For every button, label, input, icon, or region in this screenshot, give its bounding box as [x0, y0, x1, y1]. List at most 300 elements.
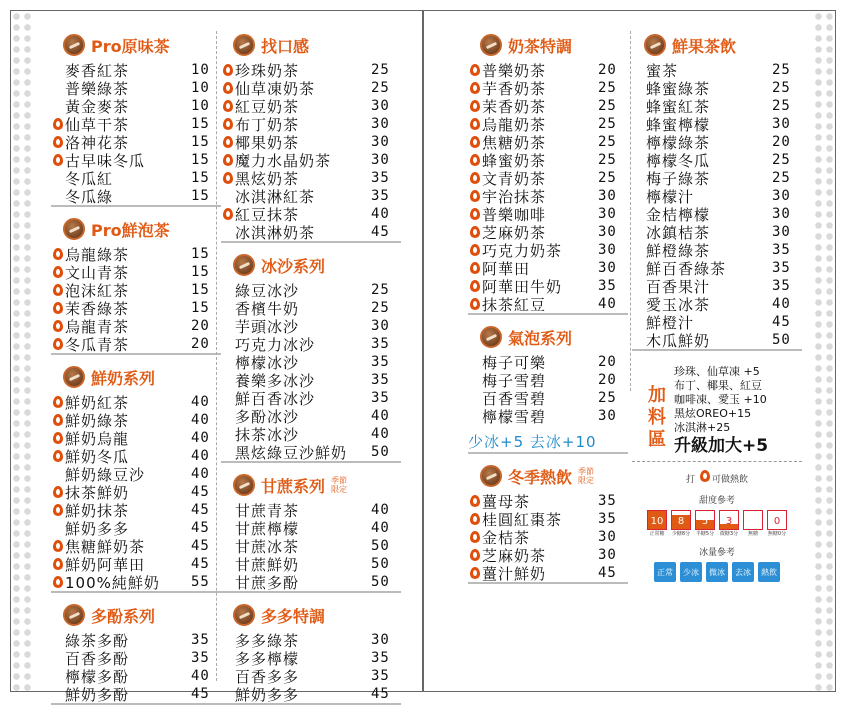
section-header: [51, 213, 221, 245]
item-name: 珍珠奶茶: [235, 61, 300, 80]
menu-item: [632, 169, 802, 187]
item-name: 宇治抹茶: [482, 187, 547, 206]
menu-section: [221, 249, 401, 463]
section-header: [221, 29, 401, 61]
item-name: 抹茶冰沙: [235, 425, 300, 444]
item-price: 50: [371, 556, 390, 572]
menu-item: [221, 537, 401, 555]
item-name: 金桔茶: [482, 528, 531, 547]
hot-drop-icon: [221, 82, 235, 94]
item-name: 洛神花茶: [65, 133, 130, 152]
item-price: 30: [598, 224, 617, 240]
section-header: [221, 599, 401, 631]
item-name: 芝麻奶茶: [482, 223, 547, 242]
item-price: 25: [598, 152, 617, 168]
item-price: 15: [191, 246, 210, 262]
ice-level: 微冰: [706, 562, 728, 582]
dot-pattern-left: [11, 11, 33, 691]
menu-item: [468, 510, 628, 528]
menu-item: [221, 133, 401, 151]
hot-legend: [632, 470, 802, 485]
hot-drop-icon: [468, 118, 482, 130]
menu-section: [51, 361, 221, 593]
item-price: 15: [191, 170, 210, 186]
item-price: 25: [371, 300, 390, 316]
item-price: 40: [371, 520, 390, 536]
item-price: 20: [191, 318, 210, 334]
menu-section: [221, 599, 401, 705]
hot-drop-icon: [51, 558, 65, 570]
item-name: 梅子可樂: [482, 353, 547, 372]
menu-item: [51, 519, 221, 537]
item-price: 40: [191, 448, 210, 464]
menu-section: [51, 29, 221, 207]
item-price: 25: [598, 170, 617, 186]
item-name: 檸檬綠茶: [646, 133, 711, 152]
menu-item: [468, 371, 628, 389]
addon-line: 珍珠、仙草凍 +5: [674, 365, 760, 378]
item-name: 桂圓紅棗茶: [482, 510, 563, 529]
menu-item: [51, 335, 221, 353]
section-title: 鮮果茶飲: [672, 36, 737, 56]
hot-drop-icon: [51, 396, 65, 408]
item-price: 15: [191, 116, 210, 132]
item-name: 烏龍奶茶: [482, 115, 547, 134]
item-price: 45: [371, 686, 390, 702]
menu-item: [221, 317, 401, 335]
item-name: 冬瓜青茶: [65, 335, 130, 354]
hot-drop-icon: [51, 504, 65, 516]
item-name: 香檳牛奶: [235, 299, 300, 318]
item-price: 35: [371, 372, 390, 388]
hot-drop-icon: [51, 302, 65, 314]
hot-drop-icon: [51, 540, 65, 552]
sweetness-number: 3: [725, 516, 733, 527]
addon-line: 咖啡凍、愛玉 +10: [674, 393, 767, 406]
item-name: 百香果汁: [646, 277, 711, 296]
addon-list: [674, 365, 769, 456]
menu-item: [221, 425, 401, 443]
item-name: 阿華田: [482, 259, 531, 278]
item-name: 多酚冰沙: [235, 407, 300, 426]
sweetness-number: 0: [773, 516, 781, 527]
item-price: 40: [191, 466, 210, 482]
item-price: 15: [191, 264, 210, 280]
hot-drop-icon: [221, 64, 235, 76]
hot-legend-label: 打: [686, 475, 696, 485]
hot-legend-text: 可做熱飲: [711, 475, 748, 485]
menu-item: [51, 501, 221, 519]
item-price: 35: [191, 650, 210, 666]
tea-cup-icon: [480, 326, 502, 348]
item-price: 30: [598, 206, 617, 222]
item-price: 40: [598, 296, 617, 312]
menu-item: [468, 61, 628, 79]
sweetness-label: 無糖: [747, 531, 758, 537]
section-header: [468, 29, 628, 61]
menu-item: [221, 667, 401, 685]
seasonal-note: 季節限定: [331, 476, 348, 494]
item-price: 20: [598, 62, 617, 78]
menu-item: [221, 519, 401, 537]
item-name: 多多檸檬: [235, 649, 300, 668]
ice-level: 熱飲: [758, 562, 780, 582]
menu-item: [221, 187, 401, 205]
menu-item: [221, 223, 401, 241]
section-divider: [468, 452, 628, 454]
tea-cup-icon: [63, 34, 85, 56]
item-price: 35: [371, 390, 390, 406]
hot-drop-icon: [51, 450, 65, 462]
item-price: 30: [598, 547, 617, 563]
item-name: 巧克力奶茶: [482, 241, 563, 260]
menu-item: [221, 443, 401, 461]
hot-drop-icon: [468, 298, 482, 310]
divider: [632, 461, 802, 462]
menu-column-right-2: [632, 29, 802, 582]
item-name: 鮮奶多酚: [65, 685, 130, 704]
menu-item: [221, 685, 401, 703]
menu-item: [468, 295, 628, 313]
item-name: 鮮奶抹茶: [65, 501, 130, 520]
menu-item: [632, 241, 802, 259]
menu-item: [468, 389, 628, 407]
item-name: 巧克力冰沙: [235, 335, 316, 354]
tea-cup-icon: [63, 604, 85, 626]
menu-item: [51, 133, 221, 151]
item-name: 仙草凍奶茶: [235, 79, 316, 98]
item-price: 25: [371, 80, 390, 96]
hot-drop-icon: [51, 248, 65, 260]
menu-item: [632, 151, 802, 169]
menu-item: [468, 133, 628, 151]
ice-level: 少冰: [680, 562, 702, 582]
item-price: 35: [371, 650, 390, 666]
hot-drop-icon: [51, 136, 65, 148]
menu-column-left-2: [221, 29, 401, 711]
item-name: 紅豆奶茶: [235, 97, 300, 116]
menu-item: [221, 353, 401, 371]
item-name: 茉香奶茶: [482, 97, 547, 116]
item-price: 40: [371, 502, 390, 518]
menu-item: [632, 331, 802, 349]
item-name: 檸檬汁: [646, 187, 695, 206]
menu-item: [632, 115, 802, 133]
item-price: 30: [598, 529, 617, 545]
hot-drop-icon: [698, 470, 712, 482]
menu-section: [221, 469, 401, 593]
menu-item: [51, 79, 221, 97]
item-price: 35: [598, 493, 617, 509]
column-divider: [630, 31, 631, 391]
sweetness-level: [647, 510, 667, 530]
item-name: 椰果奶茶: [235, 133, 300, 152]
menu-item: [468, 277, 628, 295]
item-name: 普樂綠茶: [65, 79, 130, 98]
menu-item: [51, 483, 221, 501]
item-name: 百香雪碧: [482, 389, 547, 408]
section-header: [468, 321, 628, 353]
sweetness-label: 正常糖: [649, 531, 665, 537]
tea-cup-icon: [480, 465, 502, 487]
item-name: 鮮奶紅茶: [65, 393, 130, 412]
hot-drop-icon: [51, 320, 65, 332]
item-name: 檸檬冬瓜: [646, 151, 711, 170]
item-name: 古早味冬瓜: [65, 151, 146, 170]
item-name: 100%純鮮奶: [65, 573, 160, 592]
tea-cup-icon: [63, 366, 85, 388]
item-name: 檸檬多酚: [65, 667, 130, 686]
menu-item: [221, 335, 401, 353]
menu-item: [468, 353, 628, 371]
menu-item: [221, 115, 401, 133]
sweetness-level: [719, 510, 739, 530]
section-header: [51, 361, 221, 393]
hot-drop-icon: [468, 567, 482, 579]
sweetness-number: 5: [701, 516, 709, 527]
menu-section: [51, 213, 221, 355]
menu-item: [468, 151, 628, 169]
menu-item: [51, 97, 221, 115]
item-name: 普樂奶茶: [482, 61, 547, 80]
item-name: 蜂蜜檸檬: [646, 115, 711, 134]
menu-section: [468, 460, 628, 584]
item-price: 50: [371, 574, 390, 590]
hot-drop-icon: [221, 208, 235, 220]
item-name: 抹茶紅豆: [482, 295, 547, 314]
menu-column-left-1: [51, 29, 221, 711]
menu-item: [51, 245, 221, 263]
section-header: [221, 249, 401, 281]
item-name: 文山青茶: [65, 263, 130, 282]
item-name: 冰鎮桔茶: [646, 223, 711, 242]
hot-drop-icon: [468, 208, 482, 220]
item-price: 10: [191, 98, 210, 114]
sweetness-level: [743, 510, 763, 530]
sweetness-label: 微糖3分: [719, 531, 739, 537]
item-price: 25: [772, 80, 791, 96]
hot-drop-icon: [468, 262, 482, 274]
addon-box: [632, 357, 802, 457]
menu-item: [468, 79, 628, 97]
section-title: 氣泡系列: [508, 328, 573, 348]
menu-item: [221, 407, 401, 425]
tea-cup-icon: [480, 34, 502, 56]
menu-item: [468, 259, 628, 277]
item-name: 冬瓜綠: [65, 187, 114, 206]
menu-item: [221, 371, 401, 389]
sweetness-number: 10: [650, 516, 664, 527]
item-price: 25: [598, 80, 617, 96]
ice-scale: [632, 562, 802, 582]
item-price: 35: [598, 511, 617, 527]
section-title: 鮮奶系列: [91, 368, 156, 388]
section-title: 找口感: [261, 36, 310, 56]
section-title: 冬季熱飲: [508, 467, 573, 487]
item-price: 30: [598, 242, 617, 258]
section-title: 甘蔗系列: [261, 476, 326, 496]
column-divider: [216, 31, 217, 681]
hot-drop-icon: [468, 82, 482, 94]
item-price: 45: [191, 686, 210, 702]
item-price: 40: [191, 412, 210, 428]
hot-drop-icon: [468, 226, 482, 238]
hot-drop-icon: [468, 513, 482, 525]
item-name: 鮮奶冬瓜: [65, 447, 130, 466]
menu-item: [468, 115, 628, 133]
item-name: 冬瓜紅: [65, 169, 114, 188]
section-header: [221, 469, 401, 501]
item-price: 40: [371, 408, 390, 424]
item-name: 檸檬雪碧: [482, 407, 547, 426]
section-title: 奶茶特調: [508, 36, 573, 56]
item-price: 25: [772, 98, 791, 114]
hot-drop-icon: [51, 266, 65, 278]
item-price: 15: [191, 282, 210, 298]
item-price: 35: [598, 278, 617, 294]
item-price: 30: [598, 260, 617, 276]
item-name: 抹茶鮮奶: [65, 483, 130, 502]
item-name: 文青奶茶: [482, 169, 547, 188]
ice-title: 冰量參考: [698, 548, 735, 558]
menu-item: [51, 465, 221, 483]
menu-item: [221, 205, 401, 223]
item-name: 薑汁鮮奶: [482, 564, 547, 583]
item-name: 烏龍綠茶: [65, 245, 130, 264]
item-name: 鮮奶綠豆沙: [65, 465, 146, 484]
ice-level: 去冰: [732, 562, 754, 582]
item-price: 30: [371, 116, 390, 132]
item-price: 45: [191, 538, 210, 554]
menu-section: [221, 29, 401, 243]
seasonal-note: 季節限定: [578, 467, 595, 485]
item-price: 35: [191, 632, 210, 648]
item-name: 黑炫奶茶: [235, 169, 300, 188]
menu-item: [221, 299, 401, 317]
menu-item: [221, 79, 401, 97]
hot-drop-icon: [51, 284, 65, 296]
addon-line: 冰淇淋+25: [674, 421, 731, 434]
menu-item: [632, 79, 802, 97]
item-price: 25: [772, 152, 791, 168]
addon-line: 布丁、椰果、紅豆: [674, 379, 762, 392]
menu-item: [51, 537, 221, 555]
menu-item: [468, 407, 628, 425]
menu-item: [632, 133, 802, 151]
tea-cup-icon: [644, 34, 666, 56]
menu-item: [51, 393, 221, 411]
menu-item: [221, 501, 401, 519]
hot-drop-icon: [221, 136, 235, 148]
hot-drop-icon: [51, 414, 65, 426]
item-name: 烏龍青茶: [65, 317, 130, 336]
item-price: 30: [772, 188, 791, 204]
menu-item: [221, 61, 401, 79]
item-price: 45: [598, 565, 617, 581]
ice-level: 正常: [654, 562, 676, 582]
hot-drop-icon: [221, 100, 235, 112]
item-price: 30: [598, 188, 617, 204]
item-price: 20: [598, 354, 617, 370]
item-price: 25: [598, 98, 617, 114]
item-price: 30: [371, 98, 390, 114]
menu-item: [221, 649, 401, 667]
item-name: 鮮奶綠茶: [65, 411, 130, 430]
item-name: 木瓜鮮奶: [646, 331, 711, 350]
item-price: 50: [371, 538, 390, 554]
item-name: 芋頭冰沙: [235, 317, 300, 336]
addon-title: 加料區: [645, 385, 666, 451]
item-name: 焦糖鮮奶茶: [65, 537, 146, 556]
item-name: 養樂多冰沙: [235, 371, 316, 390]
menu-item: [51, 667, 221, 685]
menu-item: [468, 97, 628, 115]
tea-cup-icon: [233, 474, 255, 496]
item-name: 檸檬冰沙: [235, 353, 300, 372]
item-name: 綠茶多酚: [65, 631, 130, 650]
menu-item: [468, 205, 628, 223]
item-name: 薑母茶: [482, 492, 531, 511]
hot-drop-icon: [468, 172, 482, 184]
item-price: 15: [191, 152, 210, 168]
hot-drop-icon: [468, 280, 482, 292]
item-price: 15: [191, 300, 210, 316]
menu-item: [632, 97, 802, 115]
menu-item: [51, 61, 221, 79]
item-name: 黃金麥茶: [65, 97, 130, 116]
item-price: 45: [772, 314, 791, 330]
item-name: 甘蔗青茶: [235, 501, 300, 520]
menu-item: [221, 555, 401, 573]
menu-item: [632, 277, 802, 295]
item-name: 甘蔗多酚: [235, 573, 300, 592]
section-header: [468, 460, 628, 492]
item-price: 40: [191, 394, 210, 410]
item-price: 20: [191, 336, 210, 352]
hot-drop-icon: [51, 118, 65, 130]
menu-item: [51, 151, 221, 169]
item-name: 鮮橙汁: [646, 313, 695, 332]
item-name: 愛玉冰茶: [646, 295, 711, 314]
item-name: 焦糖奶茶: [482, 133, 547, 152]
item-name: 甘蔗檸檬: [235, 519, 300, 538]
menu-item: [221, 389, 401, 407]
item-price: 45: [191, 484, 210, 500]
tea-cup-icon: [233, 254, 255, 276]
menu-section: [468, 29, 628, 315]
menu-item: [468, 223, 628, 241]
item-price: 40: [371, 206, 390, 222]
sweetness-number: 8: [677, 516, 685, 527]
item-price: 30: [371, 318, 390, 334]
item-price: 15: [191, 188, 210, 204]
menu-item: [468, 241, 628, 259]
section-header: [632, 29, 802, 61]
upsize-line: 升級加大+5: [674, 436, 769, 456]
item-name: 甘蔗鮮奶: [235, 555, 300, 574]
hot-drop-icon: [468, 154, 482, 166]
hot-drop-icon: [221, 172, 235, 184]
menu-item: [468, 528, 628, 546]
item-price: 10: [191, 80, 210, 96]
sweetness-level: [695, 510, 715, 530]
item-name: 魔力水晶奶茶: [235, 151, 332, 170]
item-price: 30: [772, 116, 791, 132]
item-name: 冰淇淋紅茶: [235, 187, 316, 206]
item-name: 綠豆冰沙: [235, 281, 300, 300]
menu-item: [51, 429, 221, 447]
section-header: [51, 29, 221, 61]
